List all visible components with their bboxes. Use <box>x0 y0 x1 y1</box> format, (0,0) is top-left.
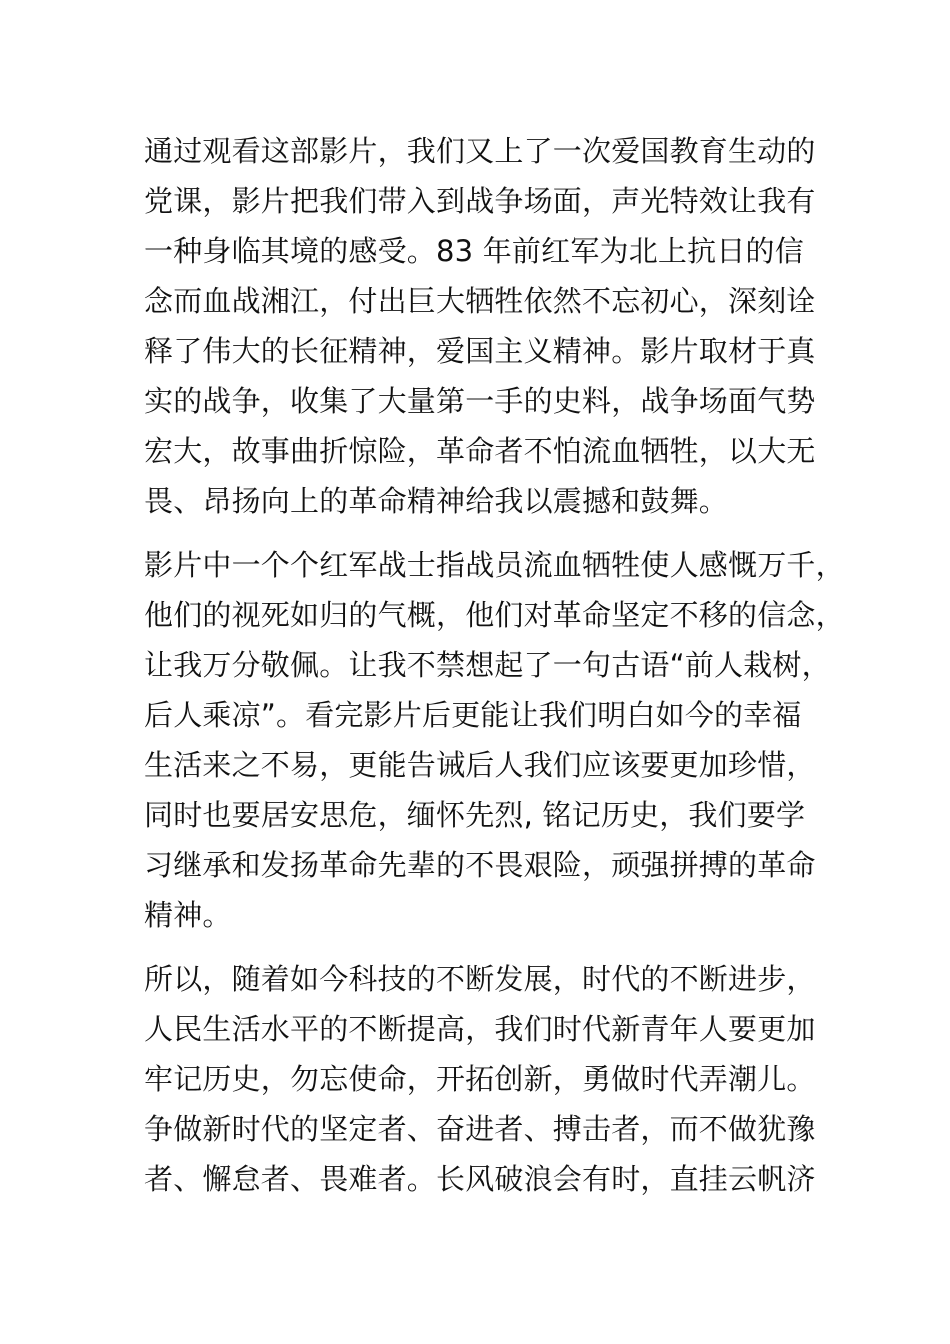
paragraph-2 <box>144 540 845 940</box>
text-line: 他们的视死如归的气概，他们对革命坚定不移的信念， <box>144 598 845 632</box>
text-line: 牢记历史，勿忘使命，开拓创新，勇做时代弄潮儿。 <box>144 1062 816 1096</box>
text-line: 人民生活水平的不断提高，我们时代新青年人要更加 <box>144 1012 816 1046</box>
paragraph-3 <box>144 954 814 1204</box>
text-line: 通过观看这部影片，我们又上了一次爱国教育生动的 <box>144 134 816 168</box>
text-line: 所以，随着如今科技的不断发展，时代的不断进步， <box>144 962 816 996</box>
text-line: 者、懈怠者、畏难者。长风破浪会有时，直挂云帆济 <box>144 1162 816 1196</box>
text-line: 释了伟大的长征精神，爱国主义精神。影片取材于真 <box>144 334 816 368</box>
text-line: 后人乘凉”。看完影片后更能让我们明白如今的幸福 <box>144 698 802 732</box>
body-text <box>144 126 845 1218</box>
text-line: 精神。 <box>144 898 232 932</box>
paragraph-1 <box>144 126 814 526</box>
text-line: 党课，影片把我们带入到战争场面，声光特效让我有 <box>144 184 816 218</box>
text-line: 宏大，故事曲折惊险，革命者不怕流血牺牲，以大无 <box>144 434 816 468</box>
text-line: 让我万分敬佩。让我不禁想起了一句古语“前人栽树， <box>144 648 831 682</box>
text-line: 畏、昂扬向上的革命精神给我以震撼和鼓舞。 <box>144 484 729 518</box>
text-line: 影片中一个个红军战士指战员流血牺牲使人感慨万千， <box>144 548 845 582</box>
text-line: 习继承和发扬革命先辈的不畏艰险，顽强拼搏的革命 <box>144 848 816 882</box>
text-line: 生活来之不易，更能告诫后人我们应该要更加珍惜， <box>144 748 816 782</box>
text-line: 实的战争，收集了大量第一手的史料，战争场面气势 <box>144 384 816 418</box>
text-line: 一种身临其境的感受。83 年前红军为北上抗日的信 <box>144 234 804 268</box>
text-line: 念而血战湘江，付出巨大牺牲依然不忘初心，深刻诠 <box>144 284 816 318</box>
text-line: 同时也要居安思危，缅怀先烈, 铭记历史，我们要学 <box>144 798 806 832</box>
text-line: 争做新时代的坚定者、奋进者、搏击者，而不做犹豫 <box>144 1112 816 1146</box>
